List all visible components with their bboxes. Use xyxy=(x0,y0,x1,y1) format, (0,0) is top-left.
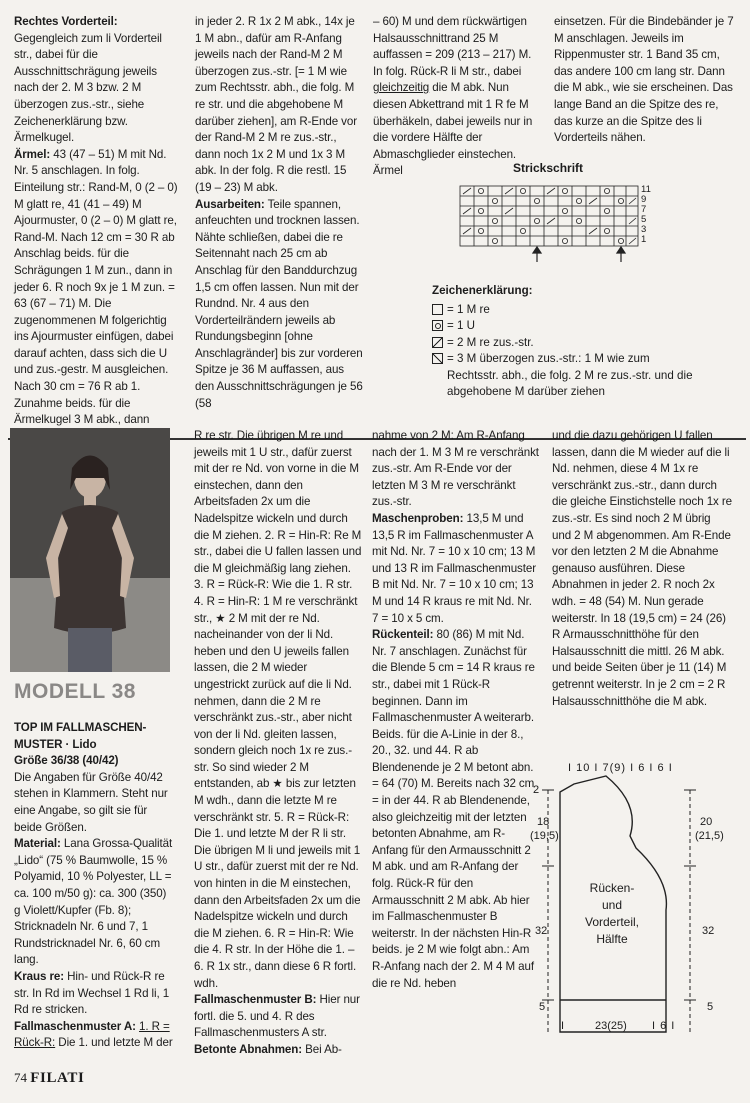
legend-item xyxy=(432,351,697,401)
piece-label-line: Vorderteil, xyxy=(584,915,640,929)
neckline-text-b: die M abk. Nun diesen Abkettrand mit 1 R fe M überhäkeln, dabei jeweils nur in die vordere Hälfte der Abmaschglieder einstechen. Ärmel xyxy=(373,81,533,178)
finishing-text: Teile spannen, anfeuchten und trocknen lassen. Nähte schließen, dabei die re Seitennaht nach 25 cm ab Anschlag für den Banddurchzug 1,5 cm offen lassen. Nun mit der Rundnd. Nr. 4 aus den Vorderteilrändern jeweils ab Rundungsbeginn [ohne Anschlagränder] bis zur vorderen Spitze je 36 M auffassen, aus den Ausschnittschrägungen je 56 (58 xyxy=(195,197,363,410)
page-number: 74 xyxy=(14,1070,27,1085)
material-text: Lana Grossa-Qualität „Lido“ (75 % Baumwolle, 15 % Polyamid, 10 % Polyester, LL = ca. 100 m/50 g): ca. 300 (350) g Violett/Kupfer (Fb. 8); Stricknadeln Nr. 6 und 7, 1 Rundstricknadel Nr. 6, 60 cm lang. xyxy=(14,837,173,967)
chart-title: Strickschrift xyxy=(513,161,584,175)
sleeve-cap-text: in jeder 2. R 1x 2 M abk., 14x je 1 M abn., dafür am R-Anfang jeweils nach der Rand-M 2 M überzogen zus.-str. [= 1 M wie zum Rechtsstr. abh., die folg. M re str. und die abgehobene M darüber ziehen], am R-Ende vor der Rand-M 2 M re zus.-str., dann noch 1x 2 M und 1x 3 M abk. In der folg. R die restl. 15 (19 – 23) M abk. xyxy=(195,15,357,194)
garter-text: Hin- und Rück-R re str. In Rd im Wechsel 1 Rd li, 1 Rd re stricken. xyxy=(14,969,170,1017)
chart-row-numbers xyxy=(641,185,651,245)
legend-item xyxy=(432,302,697,319)
bottom-column-4 xyxy=(552,428,732,710)
schematic-left-32: 32 xyxy=(535,925,548,937)
material-heading: Material: xyxy=(14,837,61,851)
sleeve-text: 43 (47 – 51) M mit Nd. Nr. 5 anschlagen. In folg. Einteilung str.: Rand-M, 0 (2 – 0) M glatt re, 41 (41 – 49) M Ajourmuster, 0 (2 – 0) M glatt re, Rand-M. Nach 12 cm = 30 R ab Anschlag beids. für die Schrägungen 1 M zun., dann in jeder 6. R noch 9x je 1 M zun. = 63 (67 – 71) M. Die zugenommenen M folgerichtig ins Ajourmuster einfügen, dabei darauf achten, dass sich die U und zus.-gestr. M ausgleichen. Nach 30 cm = 76 R ab 1. Zunahme beids. für die Ärmelkugel 3 M abk., dann xyxy=(14,147,178,427)
legend-text: = 1 M re xyxy=(447,302,490,316)
top-column-3 xyxy=(373,14,541,180)
knit-stitch-icon xyxy=(432,304,443,315)
schematic-bottom-measure: 23(25) xyxy=(595,1020,627,1032)
schematic-piece-label xyxy=(570,880,654,948)
gauge-text: 13,5 M und 13,5 R im Fallmaschenmuster A mit Nd. Nr. 7 = 10 x 10 cm; 13 M und 13 R im Fallmaschenmuster B mit Nd. Nr. 7 = 10 x 10 cm; 13 M und 14 R kraus re mit Nd. Nr. 7 = 10 x 5 cm. xyxy=(372,511,536,625)
model-photo xyxy=(10,428,170,672)
right-front-text: Gegengleich zum li Vorderteil str., dabei für die Ausschnittschrägung jeweils nach der 2. M 3 bzw. 2 M überzogen zus.-str., siehe Zeichenerklärung bzw. Ärmelkugel. xyxy=(14,31,162,145)
drop-stitch-b-heading: Fallmaschenmuster B: xyxy=(194,993,317,1007)
k2tog-icon xyxy=(432,337,443,348)
decrease-heading: Betonte Abnahmen: xyxy=(194,1042,303,1056)
piece-label-line: und xyxy=(601,898,623,912)
ties-text: einsetzen. Für die Bindebänder je 7 M anschlagen. Jeweils im Rippenmuster str. 1 Band 35 cm, das andere 100 cm lang str. Dann die M abk., wie sie erscheinen. Das lange Band an die Spitze des re, das kurze an die Spitze des li Vorderteils nähen. xyxy=(554,15,734,145)
sleeve-heading: Ärmel: xyxy=(14,147,51,161)
legend-item xyxy=(432,335,697,352)
schematic-left-5: 5 xyxy=(539,1001,546,1013)
magazine-brand: FILATI xyxy=(30,1070,85,1086)
row-number: 7 xyxy=(641,204,647,215)
top-column-2 xyxy=(195,14,363,412)
row-number: 5 xyxy=(641,214,647,225)
drop-stitch-a-heading: Fallmaschenmuster A: xyxy=(14,1019,136,1033)
schematic-right-20: 20 xyxy=(700,816,713,828)
back-continued: und die dazu gehörigen U fallen lassen, dann die M wieder auf die li Nd. nehmen, diese 4 M 1x re verschränkt zus.-str., dann durch die gleiche Einstichstelle noch 1x re zus.-str. Es sind noch 2 M übrig und 2 M abgenommen. Am R-Ende vor den letzten 2 M die Abnahme genauso ausführen. Diese Abnahmen in jeder 2. R noch 2x wdh. = 48 (54) M. Nun gerade weiterstr. In 18 (19,5 cm) = 24 (26) R Armausschnitthöhe für den Halsausschnitt die mittl. 26 M abk. und beide Seiten über je 11 (14) M getrennt weiterstr. In je 2 cm = 2 R Halsausschnitthöhe die M abk. xyxy=(552,429,732,708)
row-1-label: 1. R = Rück-R: xyxy=(14,1019,170,1050)
top-column-4 xyxy=(554,14,734,147)
bottom-column-2 xyxy=(194,428,362,1059)
drop-stitch-b-text: Hier nur fortl. die 5. und 4. R des Fallmaschenmusters A str. xyxy=(194,993,360,1040)
schematic-left-19-5: (19,5) xyxy=(530,830,559,842)
schematic-right-21-5: (21,5) xyxy=(695,830,724,842)
schematic-top-measure: I 10 I 7(9) I 6 I 6 I xyxy=(568,762,673,774)
size-heading: Größe 36/38 (40/42) xyxy=(14,754,119,768)
schematic-right-32: 32 xyxy=(702,925,715,937)
row-number: 3 xyxy=(641,224,647,235)
knitting-chart xyxy=(455,184,655,264)
page-footer xyxy=(14,1070,84,1087)
symbol-legend xyxy=(432,283,697,401)
schematic-bottom-left-bar: I xyxy=(561,1020,565,1032)
neckline-text-underline: gleichzeitig xyxy=(373,81,430,95)
bottom-column-1 xyxy=(14,720,174,1052)
pattern-title: TOP IM FALLMASCHEN-MUSTER · Lido xyxy=(14,721,147,751)
row-number: 1 xyxy=(641,234,647,245)
legend-text: = 3 M überzogen zus.-str.: 1 M wie zum Rechtsstr. abh., die folg. 2 M re zus.-str. und die abgehobene M darüber ziehen xyxy=(447,352,693,398)
finishing-heading: Ausarbeiten: xyxy=(195,197,265,211)
top-column-1 xyxy=(14,14,182,429)
garter-heading: Kraus re: xyxy=(14,969,65,983)
row-number: 11 xyxy=(641,184,651,195)
right-front-heading: Rechtes Vorderteil: xyxy=(14,15,118,28)
drop-stitch-a-continued: R re str. Die übrigen M re und jeweils mit 1 U str., dafür zuerst mit der re Nd. von vorne in die M einstechen, dann den Arbeitsfaden 2x um die Nadelspitze wickeln und durch die M ziehen. 2. R = Hin-R: Re M str., dabei die U fallen lassen und die M gleichmäßig lang ziehen. 3. R = Rück-R: Wie die 1. R str. 4. R = Hin-R: 1 M re verschränkt str., ★ 2 M mit der re Nd. nacheinander von der li Nd. heben und den U jeweils fallen lassen, die 2 M wieder ungestrickt zurück auf die li Nd. nehmen, dann die 2 M re verschränkt zus.-str., aber nicht von der li Nd. gleiten lassen, sondern gleich noch 1x re zus.-str. So sind wieder 2 M entstanden, ab ★ bis zur letzten M wdh., dann die letzte M re verschränkt str. 5. R = Rück-R: Die 1. und letzte M der R li str. Die übrigen M li und jeweils mit 1 U str., dafür zuerst mit der re Nd. von hinten in die M einstechen, dann den Arbeitsfaden 2x um die Nadelspitze wickeln und durch die M ziehen. 6. R = Hin-R: Wie die 4. R str. In der Höhe die 1. – 6. R 1x str., dann diese 6 R fortl. wdh. xyxy=(194,429,362,990)
decrease-text: Bei Ab- xyxy=(302,1042,342,1056)
row-number: 9 xyxy=(641,194,647,205)
legend-text: = 1 U xyxy=(447,319,476,332)
neckline-text-a: – 60) M und dem rückwärtigen Halsausschnittrand 25 M auffassen = 209 (213 – 217) M. In folg. Rück-R li M str., dabei xyxy=(373,15,532,78)
bottom-column-3 xyxy=(372,428,540,992)
piece-label-line: Hälfte xyxy=(596,932,628,946)
yarn-over-icon xyxy=(432,320,443,331)
drop-stitch-a-text: Die 1. und letzte M der xyxy=(55,1036,173,1050)
gauge-heading: Maschenproben: xyxy=(372,511,464,525)
legend-item xyxy=(432,318,697,335)
schematic-left-18: 18 xyxy=(537,816,550,828)
back-heading: Rückenteil: xyxy=(372,628,434,642)
back-text: 80 (86) M mit Nd. Nr. 7 anschlagen. Zunächst für die Blende 5 cm = 14 R kraus re str., dabei mit 1 Rück-R beginnen. Dann im Fallmaschenmuster A weiterarb. Beids. für die A-Linie in der 8., 20., 32. und 44. R ab Blendenende je 2 M betont abn. = 64 (70) M. Bereits nach 32 cm = in der 44. R ab Blendenende, also gleichzeitig mit der letzten betonten Abnahme, am R-Anfang für den Armausschnitt 2 M abk. und am R-Anfang der folg. Rück-R für den Armausschnitt 2 M abk. Ab hier im Fallmaschenmuster B weiterstr. In der nächsten Hin-R beids. je 2 M wie folgt abn.: Am R-Anfang nach der 2. M 4 M auf die re Nd. heben xyxy=(372,628,535,990)
schematic-bottom-right: I 6 I xyxy=(652,1020,676,1032)
schematic-right-5: 5 xyxy=(707,1001,714,1013)
model-number: MODELL 38 xyxy=(14,680,136,703)
sk2p-icon xyxy=(432,353,443,364)
piece-label-line: Rücken- xyxy=(589,881,635,895)
legend-title: Zeichenerklärung: xyxy=(432,284,533,297)
legend-text: = 2 M re zus.-str. xyxy=(447,335,534,349)
schematic-left-2: 2 xyxy=(533,784,540,796)
decrease-continued: nahme von 2 M: Am R-Anfang nach der 1. M 3 M re verschränkt zus.-str. Am R-Ende vor der letzten M 3 M re verschränkt zus.-str. xyxy=(372,429,539,509)
size-note: Die Angaben für Größe 40/42 stehen in Klammern. Steht nur eine Angabe, so gilt sie für beide Größen. xyxy=(14,770,168,834)
